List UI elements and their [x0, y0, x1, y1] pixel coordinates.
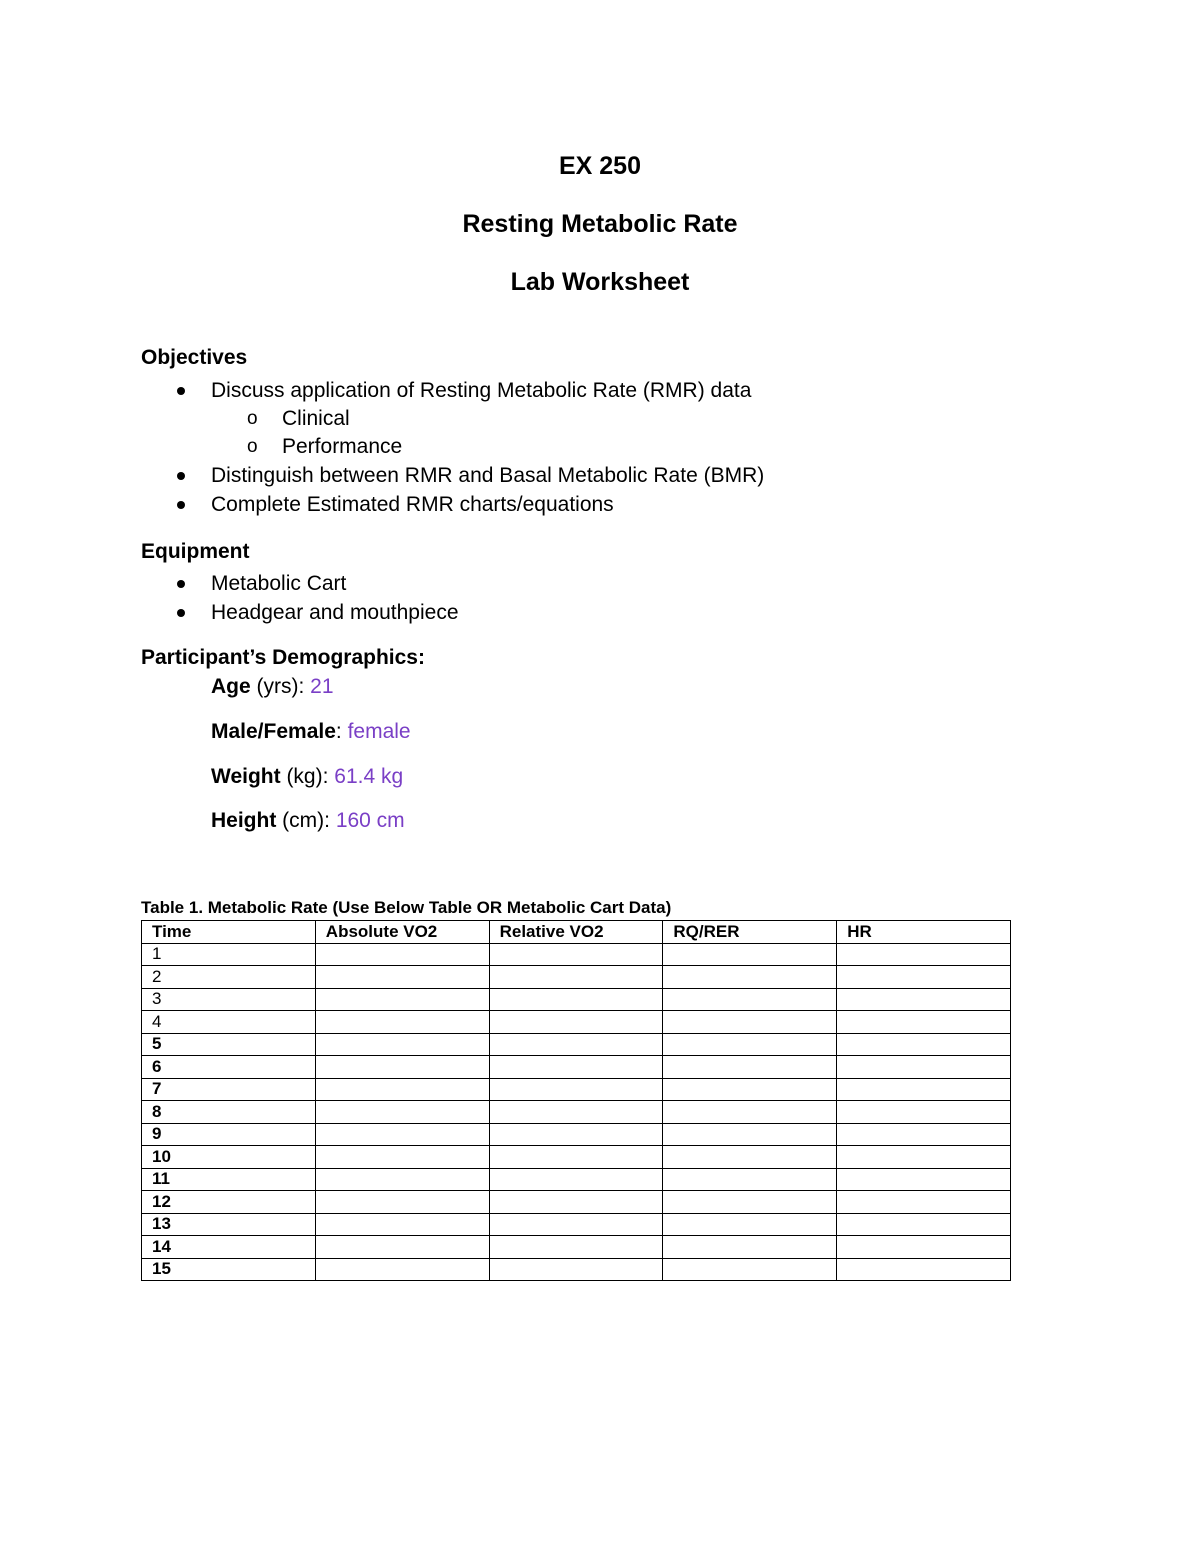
absolute-vo2-cell[interactable] [315, 1056, 489, 1079]
equipment-list [141, 569, 459, 627]
hr-cell[interactable] [837, 988, 1011, 1011]
table-row [142, 1258, 1011, 1281]
objectives-heading: Objectives [141, 346, 248, 369]
table-row [142, 943, 1011, 966]
weight-value: 61.4 kg [334, 765, 404, 788]
equipment-item: Metabolic Cart [141, 569, 459, 598]
relative-vo2-cell[interactable] [489, 1213, 663, 1236]
relative-vo2-cell[interactable] [489, 1123, 663, 1146]
time-cell: 14 [142, 1236, 316, 1259]
objective-item: Distinguish between RMR and Basal Metabolic Rate (BMR) [141, 461, 764, 490]
table-header-row [142, 921, 1011, 944]
age-label: Age [211, 675, 251, 698]
document-title: Resting Metabolic Rate [462, 210, 738, 238]
table-row [142, 1056, 1011, 1079]
header-absolute-vo2: Absolute VO2 [315, 921, 489, 944]
relative-vo2-cell[interactable] [489, 1033, 663, 1056]
hr-cell[interactable] [837, 1078, 1011, 1101]
objective-item: Discuss application of Resting Metabolic Rate (RMR) data [141, 376, 764, 405]
time-cell: 5 [142, 1033, 316, 1056]
absolute-vo2-cell[interactable] [315, 1146, 489, 1169]
relative-vo2-cell[interactable] [489, 1056, 663, 1079]
weight-field [211, 765, 403, 789]
absolute-vo2-cell[interactable] [315, 943, 489, 966]
time-cell: 11 [142, 1168, 316, 1191]
table-row [142, 1213, 1011, 1236]
age-unit: (yrs): [250, 675, 311, 698]
table-row [142, 1078, 1011, 1101]
absolute-vo2-cell[interactable] [315, 1258, 489, 1281]
table-body [142, 943, 1011, 1281]
header-rq-rer: RQ/RER [663, 921, 837, 944]
table-row [142, 988, 1011, 1011]
table-row [142, 1191, 1011, 1214]
bullet-icon [177, 580, 185, 588]
absolute-vo2-cell[interactable] [315, 1011, 489, 1034]
course-code: EX 250 [558, 152, 641, 180]
sex-unit: : [335, 720, 348, 743]
header-hr: HR [837, 921, 1011, 944]
hr-cell[interactable] [837, 1258, 1011, 1281]
rq-rer-cell[interactable] [663, 1056, 837, 1079]
rq-rer-cell[interactable] [663, 966, 837, 989]
relative-vo2-cell[interactable] [489, 1168, 663, 1191]
absolute-vo2-cell[interactable] [315, 1191, 489, 1214]
relative-vo2-cell[interactable] [489, 1258, 663, 1281]
time-cell: 2 [142, 966, 316, 989]
time-cell: 13 [142, 1213, 316, 1236]
rq-rer-cell[interactable] [663, 1011, 837, 1034]
sex-value: female [347, 720, 411, 743]
relative-vo2-cell[interactable] [489, 1191, 663, 1214]
bullet-icon [177, 387, 185, 395]
time-cell: 7 [142, 1078, 316, 1101]
hr-cell[interactable] [837, 1168, 1011, 1191]
rq-rer-cell[interactable] [663, 988, 837, 1011]
time-cell: 15 [142, 1258, 316, 1281]
table-row [142, 1011, 1011, 1034]
absolute-vo2-cell[interactable] [315, 966, 489, 989]
hr-cell[interactable] [837, 966, 1011, 989]
relative-vo2-cell[interactable] [489, 1078, 663, 1101]
table-row [142, 1033, 1011, 1056]
age-value: 21 [310, 675, 334, 698]
time-cell: 1 [142, 943, 316, 966]
absolute-vo2-cell[interactable] [315, 1236, 489, 1259]
table-caption: Table 1. Metabolic Rate (Use Below Table OR Metabolic Cart Data) [141, 898, 672, 917]
rq-rer-cell[interactable] [663, 1213, 837, 1236]
rq-rer-cell[interactable] [663, 1236, 837, 1259]
metabolic-rate-table [141, 920, 1011, 1281]
objectives-list [141, 376, 764, 519]
equipment-item: Headgear and mouthpiece [141, 598, 459, 627]
circle-bullet-icon: o [247, 408, 258, 429]
time-cell: 12 [142, 1191, 316, 1214]
time-cell: 6 [142, 1056, 316, 1079]
hr-cell[interactable] [837, 1146, 1011, 1169]
hr-cell[interactable] [837, 1191, 1011, 1214]
absolute-vo2-cell[interactable] [315, 1123, 489, 1146]
rq-rer-cell[interactable] [663, 1078, 837, 1101]
absolute-vo2-cell[interactable] [315, 1033, 489, 1056]
table-row [142, 1101, 1011, 1124]
bullet-icon [177, 501, 185, 509]
time-cell: 4 [142, 1011, 316, 1034]
objective-subitem: o Performance [141, 433, 764, 461]
time-cell: 8 [142, 1101, 316, 1124]
header-relative-vo2: Relative VO2 [489, 921, 663, 944]
rq-rer-cell[interactable] [663, 943, 837, 966]
weight-label: Weight [211, 765, 281, 788]
bullet-icon [177, 472, 185, 480]
table-row [142, 1123, 1011, 1146]
time-cell: 10 [142, 1146, 316, 1169]
height-label: Height [211, 809, 277, 832]
header-time: Time [142, 921, 316, 944]
equipment-heading: Equipment [141, 540, 250, 563]
hr-cell[interactable] [837, 1056, 1011, 1079]
document-subtitle: Lab Worksheet [510, 268, 690, 296]
relative-vo2-cell[interactable] [489, 966, 663, 989]
absolute-vo2-cell[interactable] [315, 988, 489, 1011]
relative-vo2-cell[interactable] [489, 1011, 663, 1034]
relative-vo2-cell[interactable] [489, 988, 663, 1011]
circle-bullet-icon: o [247, 436, 258, 457]
objective-subitem: o Clinical [141, 405, 764, 433]
hr-cell[interactable] [837, 1123, 1011, 1146]
absolute-vo2-cell[interactable] [315, 1168, 489, 1191]
relative-vo2-cell[interactable] [489, 943, 663, 966]
hr-cell[interactable] [837, 1236, 1011, 1259]
table-row [142, 1236, 1011, 1259]
height-field [211, 809, 405, 833]
demographics-heading: Participant’s Demographics: [141, 646, 425, 669]
relative-vo2-cell[interactable] [489, 1236, 663, 1259]
table-row [142, 966, 1011, 989]
rq-rer-cell[interactable] [663, 1033, 837, 1056]
rq-rer-cell[interactable] [663, 1168, 837, 1191]
hr-cell[interactable] [837, 1011, 1011, 1034]
objective-item: Complete Estimated RMR charts/equations [141, 490, 764, 519]
rq-rer-cell[interactable] [663, 1258, 837, 1281]
rq-rer-cell[interactable] [663, 1146, 837, 1169]
table-row [142, 1146, 1011, 1169]
sex-label: Male/Female [211, 720, 336, 743]
time-cell: 9 [142, 1123, 316, 1146]
absolute-vo2-cell[interactable] [315, 1078, 489, 1101]
rq-rer-cell[interactable] [663, 1123, 837, 1146]
table-row [142, 1168, 1011, 1191]
absolute-vo2-cell[interactable] [315, 1101, 489, 1124]
bullet-icon [177, 609, 185, 617]
rq-rer-cell[interactable] [663, 1191, 837, 1214]
weight-unit: (kg): [280, 765, 335, 788]
age-field [211, 675, 334, 699]
height-value: 160 cm [335, 809, 405, 832]
hr-cell[interactable] [837, 1033, 1011, 1056]
absolute-vo2-cell[interactable] [315, 1213, 489, 1236]
time-cell: 3 [142, 988, 316, 1011]
sex-field [211, 720, 411, 744]
relative-vo2-cell[interactable] [489, 1101, 663, 1124]
hr-cell[interactable] [837, 1213, 1011, 1236]
height-unit: (cm): [276, 809, 336, 832]
rq-rer-cell[interactable] [663, 1101, 837, 1124]
hr-cell[interactable] [837, 1101, 1011, 1124]
hr-cell[interactable] [837, 943, 1011, 966]
relative-vo2-cell[interactable] [489, 1146, 663, 1169]
